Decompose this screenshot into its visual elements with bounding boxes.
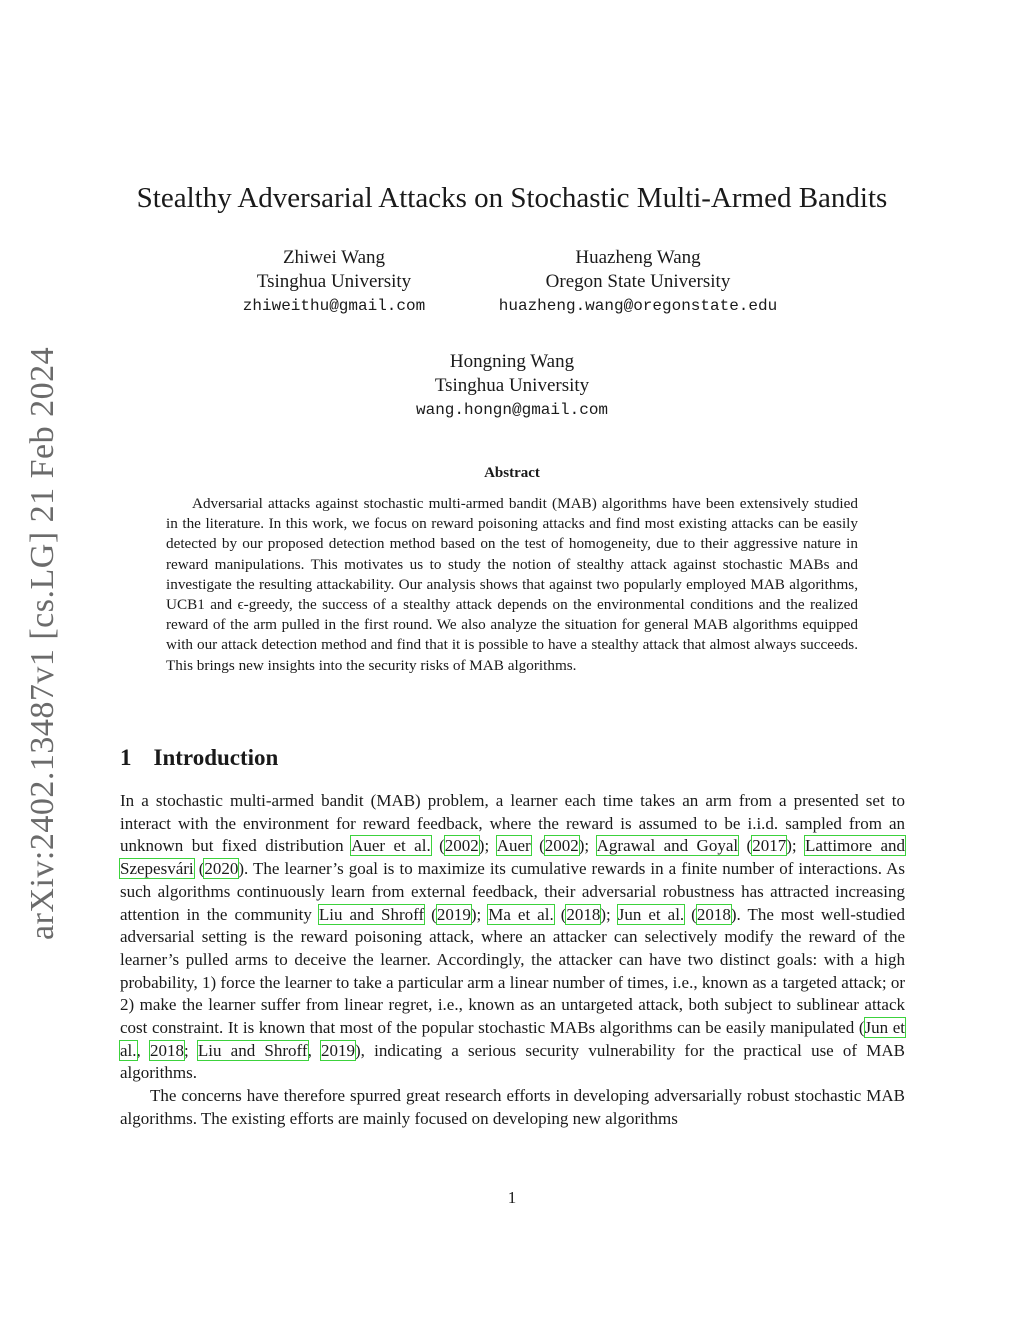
paragraph: In a stochastic multi-armed bandit (MAB) problem, a learner each time takes an arm from a presented set to interact with the environment for reward feedback, where the reward is assumed to be i.i.d. sampled from an unknown but fixed distribution Auer et al. (2002); Auer (2002); Agrawal and Goyal (2017); Lattimore and Szepesvári (2020). The learner’s goal is to maximize its cumulative rewards in a finite number of interactions. As such algorithms continuously learn from external feedback, their adversarial robustness has attracted increasing attention in the community Liu and Shroff (2019); Ma et al. (2018); Jun et al. (2018). The most well-studied adversarial setting is the reward poisoning attack, where an attacker can selectively modify the reward of the learner’s pulled arms to deceive the learner. Accordingly, the attacker can have two distinct goals: with a high probability, 1) force the learner to take a particular arm a linear number of times, i.e., known as a targeted attack; or 2) make the learner suffer from linear regret, i.e., known as an untargeted attack, both subject to sublinear attack cost constraint. It is known that most of the popular stochastic MABs algorithms can be easily manipulated (Jun et al., 2018; Liu and Shroff, 2019), indicating a serious security vulnerability for the practical use of MAB algorithms. [120, 791, 906, 1083]
text-run: . The learner’s goal is to maximize its cumulative rewards in a finite number of interactions. As such algorithms continuously learn from external feedback, their adversarial robustness has attracted increasing attention in the community [120, 859, 905, 924]
abstract-text: Adversarial attacks against stochastic multi-armed bandit (MAB) algorithms have been extensively studied in the literature. In this work, we focus on reward poisoning attacks and find most existing attacks can be easily detected by our proposed detection method based on the test of homogeneity, due to their aggressive nature in reward manipulations. This motivates us to study the notion of stealthy attack against stochastic MABs and investigate the resulting attackability. Our analysis shows that against two popularly employed MAB algorithms, UCB1 and ϵ-greedy, the success of a stealthy attack depends on the environmental conditions and the realized reward of the arm pulled in the first round. We also analyze the situation for general MAB algorithms equipped with our attack detection method and find that it is possible to have a stealthy attack that almost always succeeds. This brings new insights into the security risks of MAB algorithms. [166, 495, 858, 674]
section-number: 1 [120, 745, 132, 770]
author-email[interactable]: huazheng.wang@oregonstate.edu [498, 297, 778, 315]
citation-year-link[interactable]: 2020 [204, 859, 239, 879]
citation-link[interactable]: Lattimore and Szepesvári [120, 836, 906, 879]
citation-year-link[interactable]: 2019 [321, 1040, 355, 1060]
citation-year-link[interactable]: 2017 [752, 836, 787, 856]
author-email[interactable]: zhiweithu@gmail.com [242, 297, 426, 315]
author-email[interactable]: wang.hongn@gmail.com [415, 401, 609, 419]
text-run: ; [484, 836, 497, 856]
author-affiliation: Tsinghua University [256, 271, 412, 292]
citation-year-link[interactable]: 2002 [444, 836, 479, 856]
citation-year-link[interactable]: 2018 [696, 904, 731, 924]
author-name: Zhiwei Wang [282, 247, 386, 268]
abstract-heading: Abstract [484, 465, 540, 481]
author-affiliation: Oregon State University [545, 271, 731, 292]
author-block [392, 350, 632, 422]
citation-year-link[interactable]: 2002 [544, 836, 579, 856]
author-affiliation: Tsinghua University [434, 375, 590, 396]
author-block [478, 246, 798, 318]
section-heading [120, 745, 278, 771]
text-run: In a stochastic multi-armed bandit (MAB) problem, a learner each time takes an arm from a presented set to interact with the environment for reward feedback, where the reward is assumed to be i.i.d. sampled from an unknown but fixed distribution [120, 791, 905, 856]
citation-link[interactable]: Ma et al. [488, 904, 554, 924]
citation-link[interactable]: Auer et al. [351, 836, 431, 856]
citation-link[interactable]: Liu and Shroff [197, 1040, 308, 1060]
author-block [214, 246, 454, 318]
citation-link[interactable]: Liu and Shroff [318, 904, 425, 924]
body-text [120, 790, 905, 1131]
author-name: Huazheng Wang [575, 247, 701, 268]
paragraph: The concerns have therefore spurred great research efforts in developing adversarially robust stochastic MAB algorithms. The existing efforts are mainly focused on developing new algorithms [120, 1086, 905, 1128]
citation-year-link[interactable]: 2019 [436, 904, 471, 924]
arxiv-identifier: arXiv:2402.13487v1 [cs.LG] 21 Feb 2024 [24, 346, 61, 940]
text-run: ), indicating a serious security vulnerability for the practical use of MAB algorithms. [120, 1040, 905, 1083]
citation-link[interactable]: Jun et al. [617, 904, 685, 924]
author-name: Hongning Wang [449, 351, 575, 372]
citation-link[interactable]: Jun et al. [120, 1018, 905, 1060]
paper-title: Stealthy Adversarial Attacks on Stochastic Multi-Armed Bandits [136, 182, 888, 214]
section-title: Introduction [153, 745, 279, 770]
citation-year-link[interactable]: 2018 [566, 904, 601, 924]
page-number: 1 [507, 1188, 517, 1207]
citation-link[interactable]: Agrawal and Goyal [596, 836, 739, 856]
citation-link[interactable]: Auer [496, 836, 531, 856]
text-run: . The most well-studied adversarial setting is the reward poisoning attack, where an attacker can selectively modify the reward of the learner’s pulled arms to deceive the learner. Accordingly, the attacker can have two distinct goals: with a high probability, 1) force the learner to take a particular arm a linear number of times, i.e., known as a targeted attack; or 2) make the learner suffer from linear regret, i.e., known as an untargeted attack, both subject to sublinear attack cost constraint. It is known that most of the popular stochastic MABs algorithms can be easily manipulated ( [120, 904, 905, 1038]
citation-year-link[interactable]: 2018 [149, 1040, 184, 1060]
